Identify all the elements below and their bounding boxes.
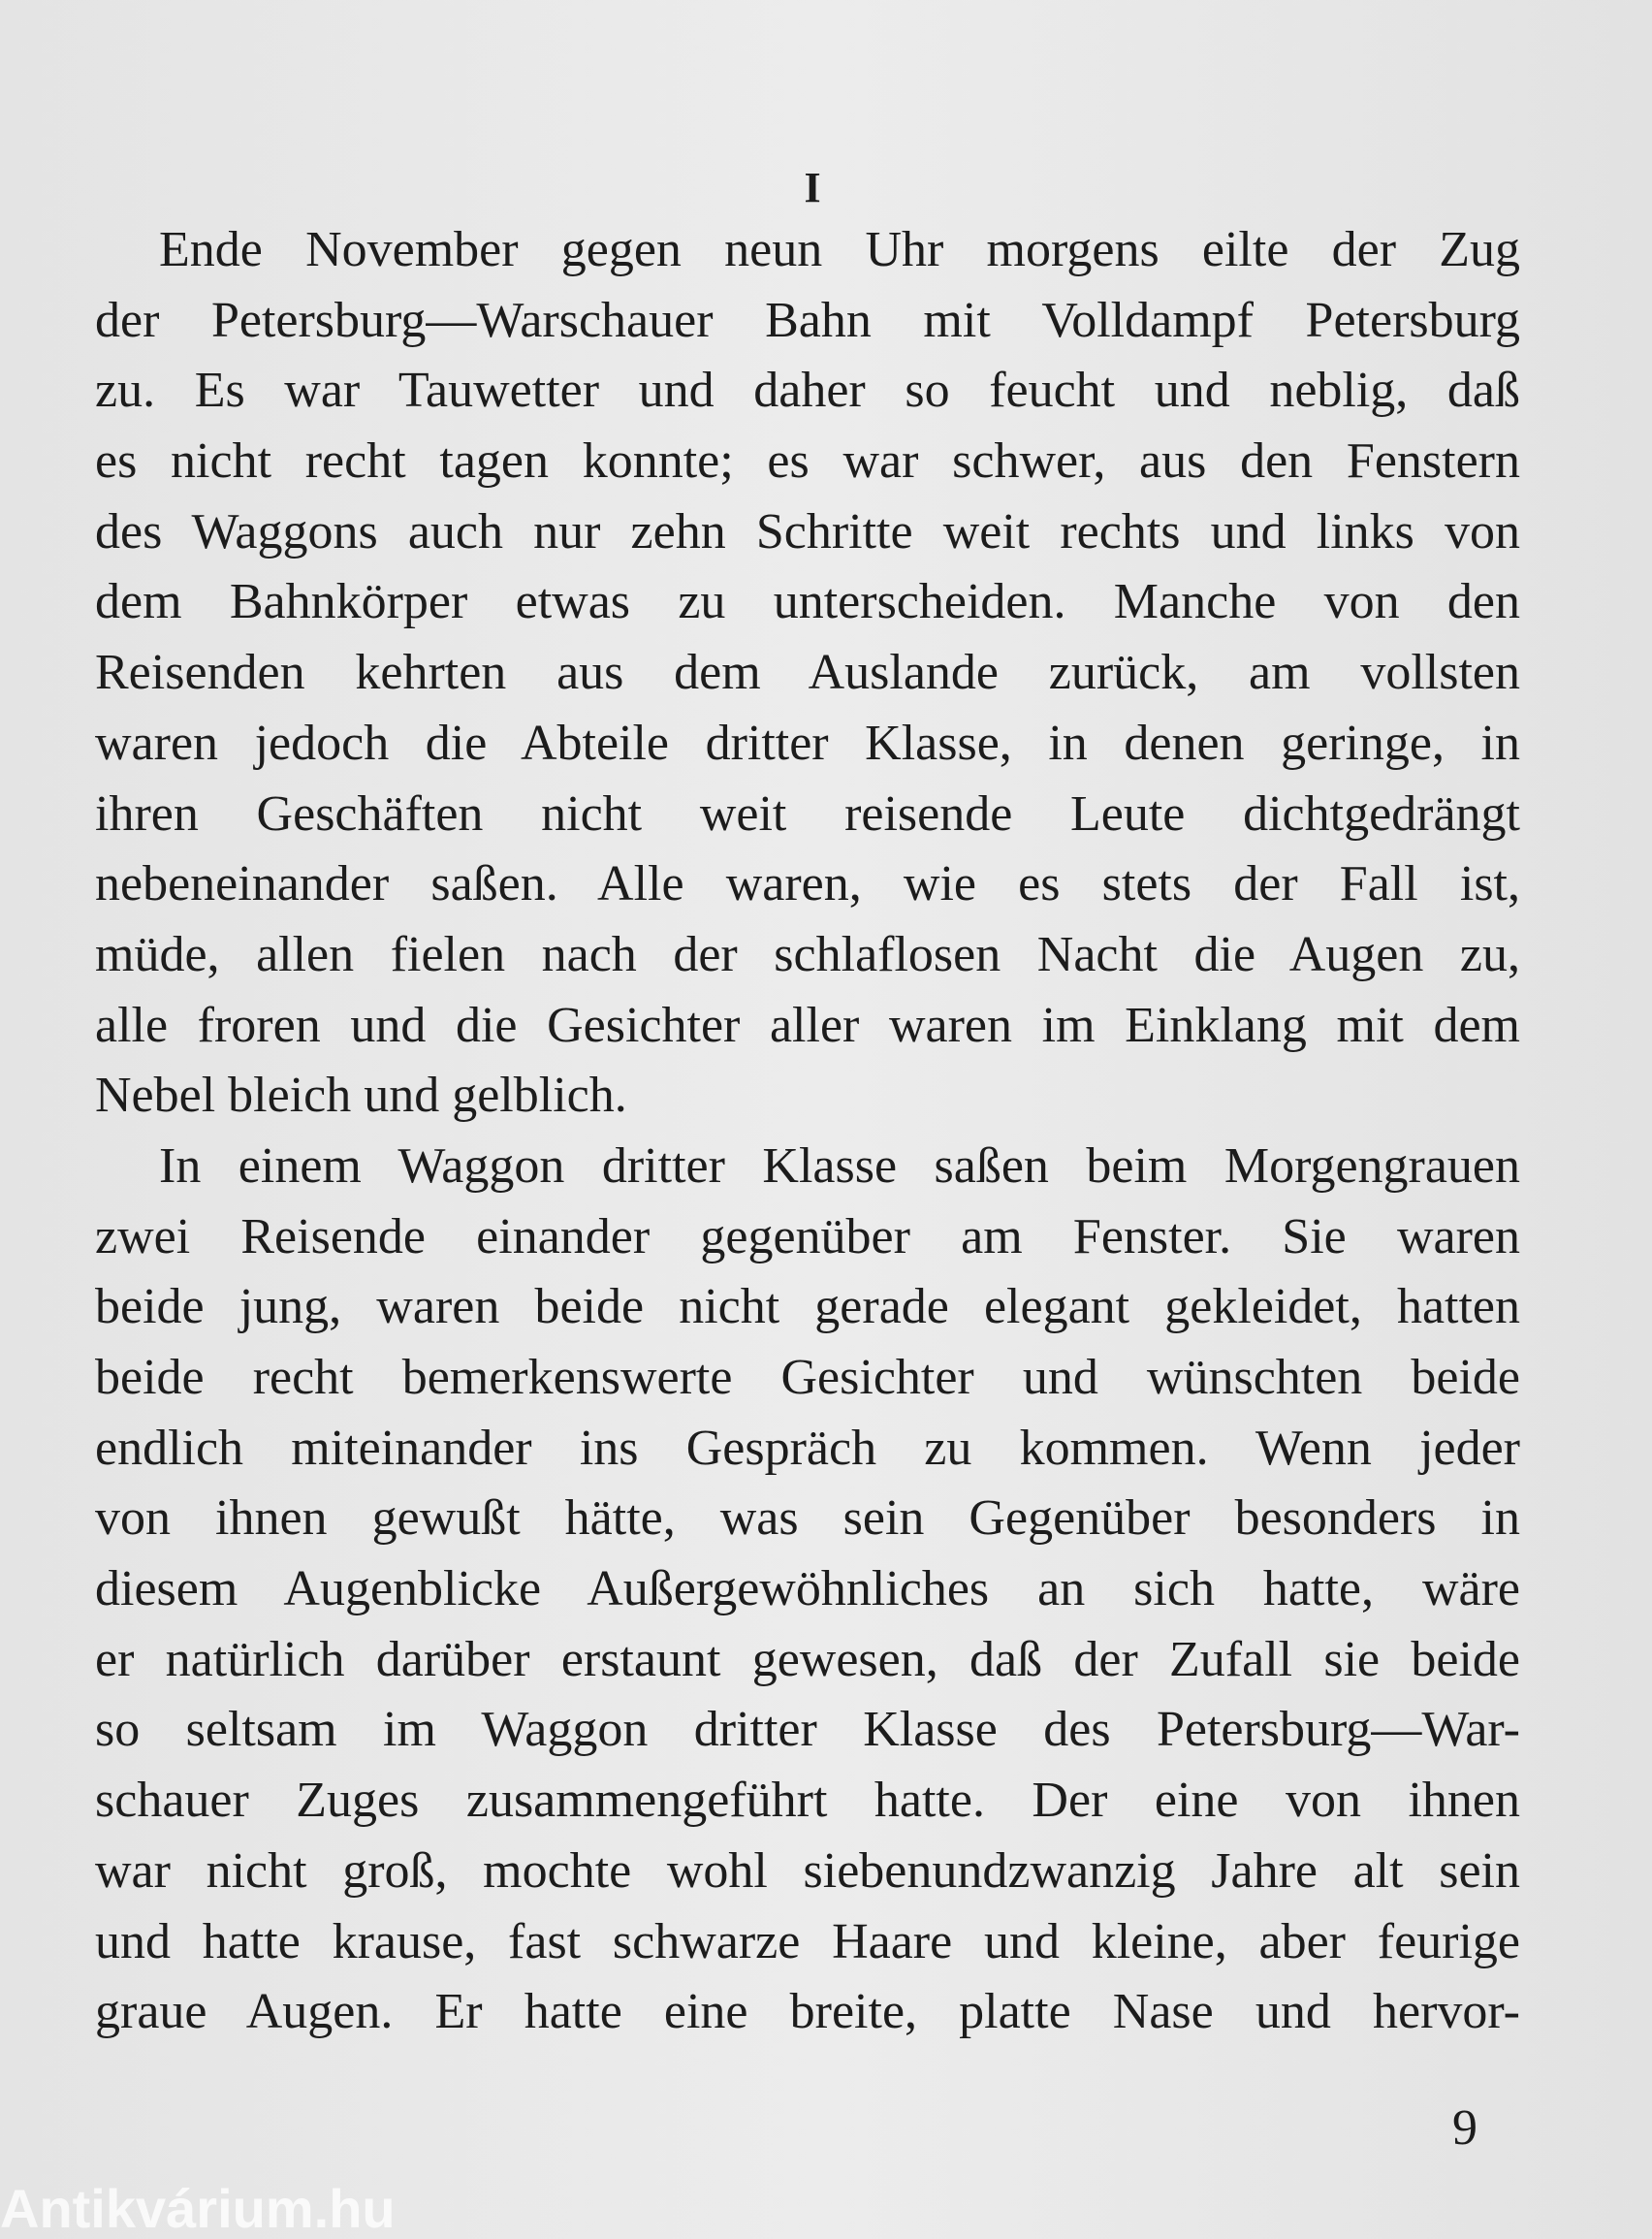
text-line: alle froren und die Gesichter aller waren im Einklang mit dem	[95, 997, 1520, 1053]
text-line: Reisenden kehrten aus dem Auslande zurück, am vollsten	[95, 645, 1520, 701]
text-line: beide recht bemerkenswerte Gesichter und wünschten beide	[95, 1350, 1520, 1405]
text-line: zwei Reisende einander gegenüber am Fenster. Sie waren	[95, 1208, 1520, 1264]
text-line: von ihnen gewußt hätte, was sein Gegenüber besonders in	[95, 1490, 1520, 1547]
text-line: es nicht recht tagen konnte; es war schwer, aus den Fenstern	[95, 433, 1520, 490]
watermark: Antikvárium.hu	[0, 2178, 396, 2239]
text-line: schauer Zuges zusammengeführt hatte. Der eine von ihnen	[95, 1773, 1520, 1829]
text-line: zu. Es war Tauwetter und daher so feucht und neblig, daß	[95, 363, 1520, 419]
text-line: Ende November gegen neun Uhr morgens eilte der Zug	[159, 222, 1520, 277]
text-line: beide jung, waren beide nicht gerade elegant gekleidet, hatten	[95, 1279, 1520, 1335]
text-line: nebeneinander saßen. Alle waren, wie es stets der Fall ist,	[95, 856, 1520, 912]
text-line: müde, allen fielen nach der schlaflosen Nacht die Augen zu,	[95, 926, 1520, 982]
text-line: In einem Waggon dritter Klasse saßen beim Morgengrauen	[159, 1137, 1520, 1194]
text-line: ihren Geschäften nicht weit reisende Leute dichtgedrängt	[95, 785, 1520, 842]
text-line: Nebel bleich und gelblich.	[95, 1068, 627, 1124]
text-line: waren jedoch die Abteile dritter Klasse, in denen geringe, in	[95, 715, 1520, 771]
text-line: so seltsam im Waggon dritter Klasse des Petersburg—War-	[95, 1702, 1520, 1758]
text-line: endlich miteinander ins Gespräch zu kommen. Wenn jeder	[95, 1420, 1520, 1476]
text-line: diesem Augenblicke Außergewöhnliches an sich hatte, wäre	[95, 1561, 1520, 1617]
text-line: der Petersburg—Warschauer Bahn mit Volldampf Petersburg	[95, 292, 1520, 348]
body-text	[95, 215, 1520, 2048]
page-number: 9	[1452, 2100, 1477, 2156]
text-line: er natürlich darüber erstaunt gewesen, daß der Zufall sie beide	[95, 1631, 1520, 1687]
text-line: und hatte krause, fast schwarze Haare und kleine, aber feurige	[95, 1913, 1520, 1969]
text-line: dem Bahnkörper etwas zu unterscheiden. Manche von den	[95, 574, 1520, 630]
chapter-heading: I	[804, 164, 821, 211]
text-line: war nicht groß, mochte wohl siebenundzwanzig Jahre alt sein	[95, 1842, 1520, 1899]
text-line: des Waggons auch nur zehn Schritte weit rechts und links von	[95, 503, 1520, 560]
text-line: graue Augen. Er hatte eine breite, platte Nase und hervor-	[95, 1984, 1520, 2040]
